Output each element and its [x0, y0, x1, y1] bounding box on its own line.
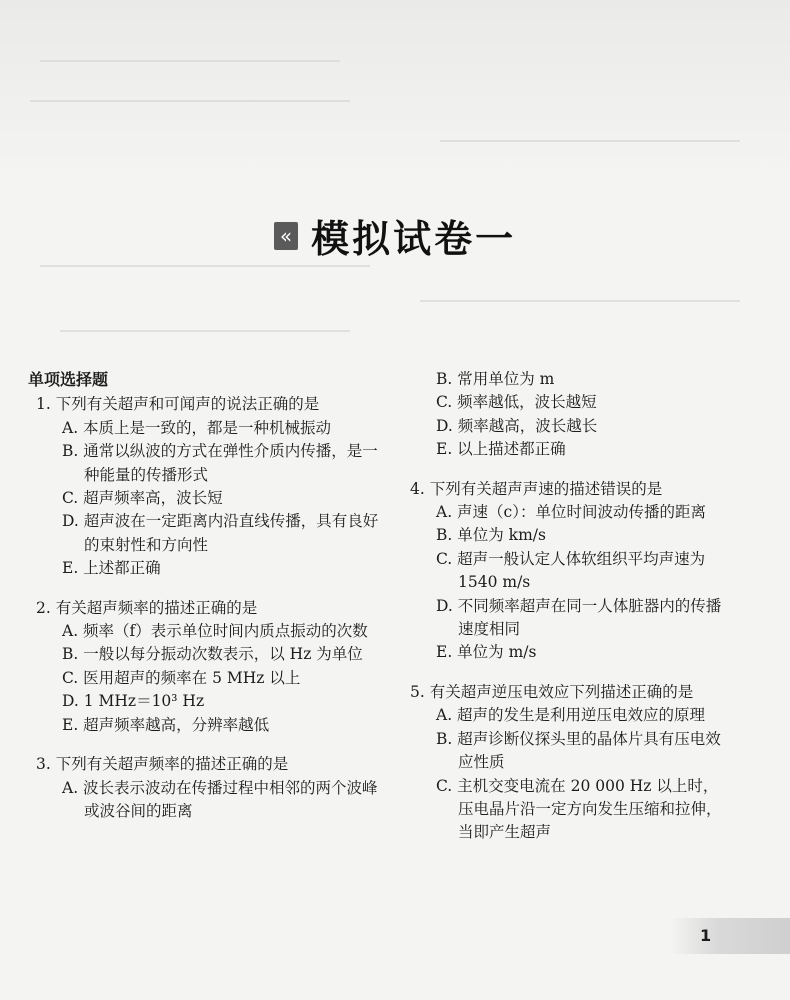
question-stem: 2. 有关超声频率的描述正确的是 — [36, 598, 258, 617]
right-column — [402, 368, 732, 861]
question-stem: 1. 下列有关超声和可闻声的说法正确的是 — [36, 395, 320, 414]
option: A. 波长表示波动在传播过程中相邻的两个波峰或波谷间的距离 — [62, 778, 378, 820]
page-number: 1 — [670, 918, 790, 954]
option: B. 通常以纵波的方式在弹性介质内传播，是一种能量的传播形式 — [62, 442, 378, 484]
option: A. 超声的发生是利用逆压电效应的原理 — [436, 706, 706, 725]
option: B. 常用单位为 m — [436, 370, 555, 388]
question-5 — [402, 681, 732, 845]
option: A. 本质上是一致的，都是一种机械振动 — [62, 418, 332, 437]
question-2 — [28, 597, 380, 737]
option: A. 声速（c）：单位时间波动传播的距离 — [436, 503, 706, 522]
option: E. 以上描述都正确 — [436, 440, 566, 459]
option: C. 医用超声的频率在 5 MHz 以上 — [62, 668, 301, 687]
option: B. 一般以每分振动次数表示，以 Hz 为单位 — [62, 645, 363, 664]
option: E. 上述都正确 — [62, 559, 161, 578]
page-title — [0, 208, 790, 263]
option: B. 超声诊断仪探头里的晶体片具有压电效应性质 — [436, 729, 721, 772]
option: C. 超声一般认定人体软组织平均声速为 1540 m/s — [436, 549, 706, 592]
option: C. 超声频率高，波长短 — [62, 489, 223, 508]
option: E. 单位为 m/s — [436, 643, 537, 662]
option: C. 频率越低，波长越短 — [436, 393, 597, 412]
question-stem: 4. 下列有关超声声速的描述错误的是 — [410, 479, 663, 498]
question-stem: 5. 有关超声逆压电效应下列描述正确的是 — [410, 682, 694, 701]
question-4 — [402, 478, 732, 665]
option: B. 单位为 km/s — [436, 526, 546, 545]
header-background — [0, 0, 790, 180]
option: E. 超声频率越高，分辨率越低 — [62, 715, 270, 734]
option: C. 主机交变电流在 20 000 Hz 以上时，压电晶片沿一定方向发生压缩和拉伸，当即产生超声 — [436, 776, 722, 842]
left-column — [28, 368, 380, 839]
option: D. 不同频率超声在同一人体脏器内的传播速度相同 — [436, 596, 722, 639]
option: D. 超声波在一定距离内沿直线传播，具有良好的束射性和方向性 — [62, 512, 379, 554]
title-text: 模拟试卷一 — [311, 217, 517, 261]
question-3-continued — [402, 368, 732, 462]
option: D. 频率越高，波长越长 — [436, 416, 598, 435]
section-title: 单项选择题 — [28, 370, 109, 389]
question-3 — [28, 753, 380, 823]
question-1 — [28, 393, 380, 580]
question-stem: 3. 下列有关超声频率的描述正确的是 — [36, 755, 289, 774]
option: D. 1 MHz＝10³ Hz — [62, 692, 205, 711]
chevrons-icon: « — [274, 222, 298, 250]
option: A. 频率（f）表示单位时间内质点振动的次数 — [62, 622, 368, 641]
